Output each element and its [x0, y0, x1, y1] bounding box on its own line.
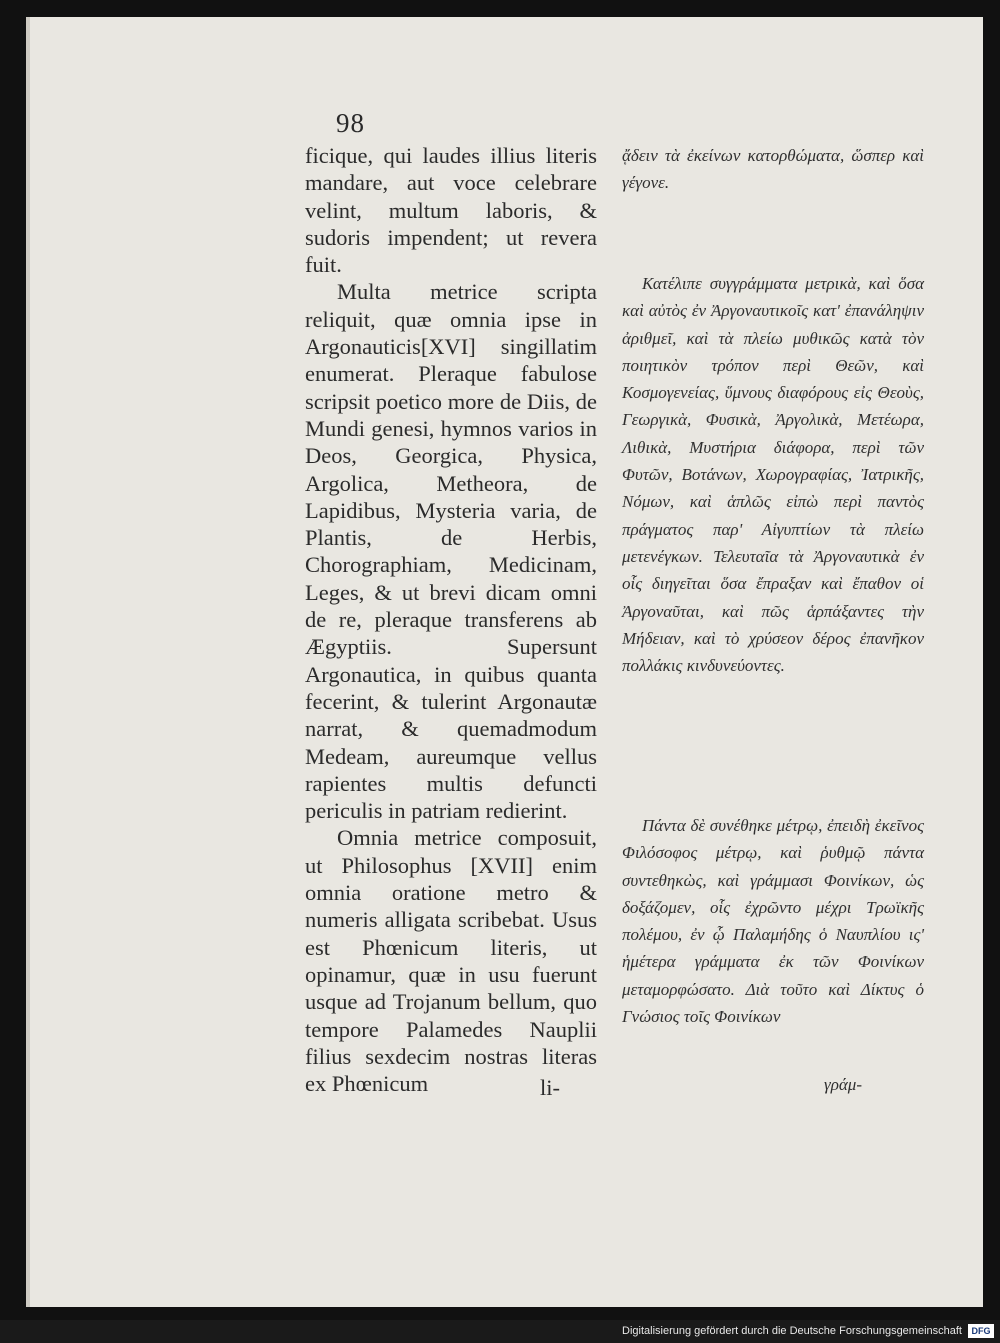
latin-column: [305, 142, 597, 1097]
greek-paragraph-1: ᾄδειν τὰ ἐκείνων κατορθώματα, ὥσπερ καὶ γέγονε.: [622, 146, 924, 193]
footer-bar: [0, 1320, 1000, 1343]
funding-notice: Digitalisierung gefördert durch die Deutsche Forschungsgemeinschaft: [622, 1325, 962, 1337]
greek-paragraph-3: Πάντα δὲ συνέθηκε μέτρῳ, ἐπειδὴ ἐκεῖνος Φιλόσοφος μέτρῳ, καὶ ῥυθμῷ πάντα συντεθηκὼς, καὶ γράμμασι Φοινίκων, ὡς δοξάζομεν, οἷς ἐχρῶντο μέχρι Τρωϊκῆς πολέμου, ἐν ᾧ Παλαμήδης ὁ Ναυπλίου ις' ἡμέτερα γράμματα ἐκ τῶν Φοινίκων μεταμορφώσατο. Διὰ τοῦτο καὶ Δίκτυς ὁ Γνώσιος τοῖς Φοινίκων: [622, 816, 924, 1027]
page-gutter-edge: [26, 17, 30, 1307]
page-number: 98: [336, 108, 365, 138]
latin-paragraph-2: Multa metrice scripta reliquit, quæ omnia ipse in Argonauticis[XVI] singillatim enumerat. Pleraque fabulose scripsit poetico more de Diis, de Mundi genesi, hymnos varios in Deos, Georgica, Physica, Argolica, Metheora, de Lapidibus, Mysteria varia, de Plantis, de Herbis, Chorographiam, Medicinam, Leges, & ut brevi dicam omni de re, pleraque transferens ab Ægyptiis. Supersunt Argonautica, in quibus quanta fecerint, & tulerint Argonautæ narrat, & quemadmodum Medeam, aureumque vellus rapientes multis defuncti periculis in patriam redierint.: [305, 279, 597, 824]
latin-paragraph-1: ficique, qui laudes illius literis mandare, aut voce celebrare velint, multum laboris, & sudoris impendent; ut revera fuit.: [305, 143, 597, 278]
latin-catchword: li-: [540, 1075, 560, 1100]
dfg-logo: DFG: [968, 1324, 994, 1338]
greek-catchword: γράμ-: [824, 1075, 862, 1094]
latin-paragraph-3: Omnia metrice composuit, ut Philosophus [XVII] enim omnia oratione metro & numeris alligata scribebat. Usus est Phœnicum literis, ut opinamur, quæ in usu fuerunt usque ad Trojanum bellum, quo tempore Palamedes Nauplii filius sexdecim nostras literas ex Phœnicum: [305, 825, 597, 1097]
greek-paragraph-2: Κατέλιπε συγγράμματα μετρικὰ, καὶ ὅσα καὶ αὐτὸς ἐν Ἀργοναυτικοῖς κατ' ἐπανάληψιν ἀριθμεῖ, καὶ τὰ πλείω μυθικῶς κατὰ τὸν ποιητικὸν τρόπον περὶ Θεῶν, καὶ Κοσμογενείας, ὕμνους διαφόρους εἰς Θεοὺς, Γεωργικὰ, Φυσικὰ, Ἀργολικὰ, Μετέωρα, Λιθικὰ, Μυστήρια διάφορα, περὶ τῶν Φυτῶν, Βοτάνων, Χωρογραφίας, Ἰατρικῆς, Νόμων, καὶ ἁπλῶς εἰπὼ περὶ παντὸς πράγματος παρ' Αἰγυπτίων τὰ πλείω μετενέγκων. Τελευταῖα τὰ Ἀργοναυτικὰ ἐν οἷς διηγεῖται ὅσα ἔπραξαν καὶ ἔπαθον οἱ Ἀργοναῦται, καὶ πῶς ἁρπάξαντες τὴν Μήδειαν, καὶ τὸ χρύσεον δέρος ἐπανῆκον πολλάκις κινδυνεύοντες.: [622, 274, 924, 676]
